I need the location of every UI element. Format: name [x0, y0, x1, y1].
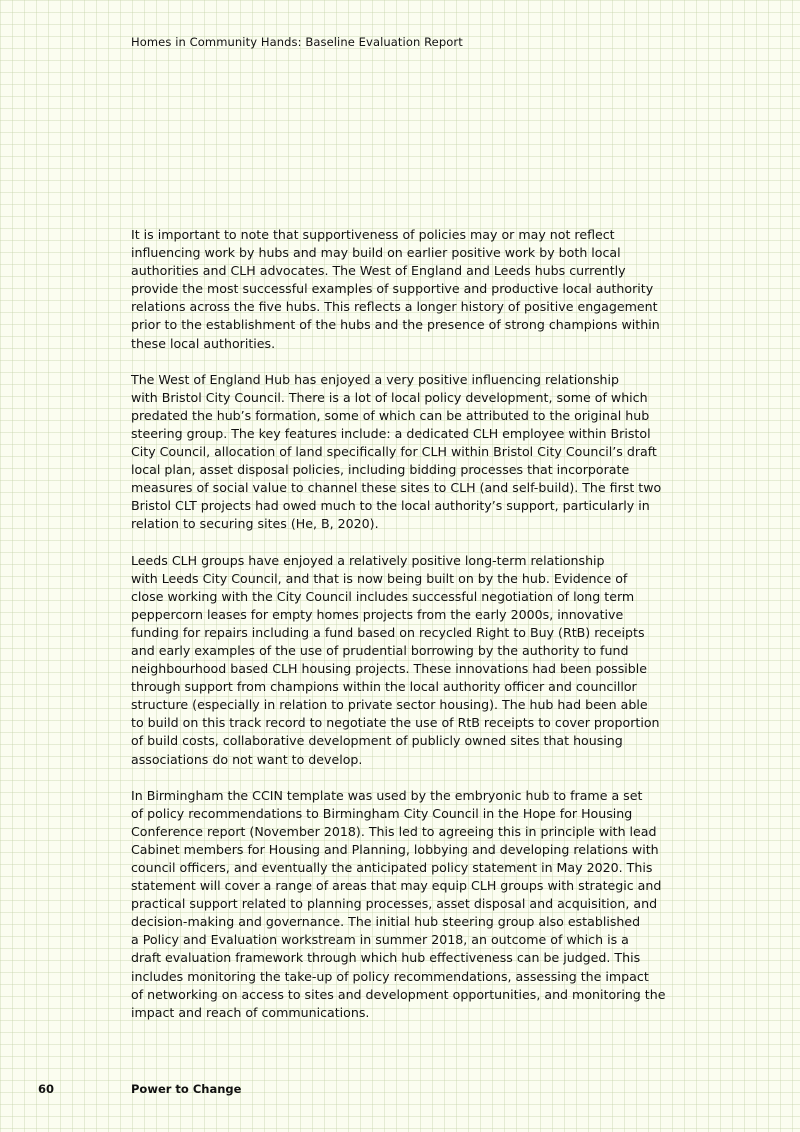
- paragraph-2: The West of England Hub has enjoyed a very positive influencing relationship with Bristol City Council. There is a lot of local policy development, some of which predated the hub’s formation, some of which can be attributed to the original hub steering group. The key features include: a dedicated CLH employee within Bristol City Council, allocation of land specifically for CLH within Bristol City Council’s draft local plan, asset disposal policies, including bidding processes that incorporate measures of social value to channel these sites to CLH (and self-build). The first two Bristol CLT projects had owed much to the local authority’s support, particularly in relation to securing sites (He, B, 2020).: [131, 371, 662, 532]
- paragraph-3: Leeds CLH groups have enjoyed a relatively positive long-term relationship with Leeds City Council, and that is now being built on by the hub. Evidence of close working with the City Council includes successful negotiation of long term peppercorn leases for empty homes projects from the early 2000s, innovative funding for repairs including a fund based on recycled Right to Buy (RtB) receipts and early examples of the use of prudential borrowing by the authority to fund neighbourhood based CLH housing projects. These innovations had been possible through support from champions within the local authority officer and councillor structure (especially in relation to private sector housing). The hub had been able to build on this track record to negotiate the use of RtB receipts to cover proportion of build costs, collaborative development of publicly owned sites that housing associations do not want to develop.: [131, 552, 660, 767]
- paragraph-1: It is important to note that supportiveness of policies may or may not reflect influencing work by hubs and may build on earlier positive work by both local authorities and CLH advocates. The West of England and Leeds hubs currently provide the most successful examples of supportive and productive local authority relations across the five hubs. This reflects a longer history of positive engagement prior to the establishment of the hubs and the presence of strong champions within these local authorities.: [131, 227, 660, 351]
- body-text: [131, 226, 676, 1040]
- page-number: 60: [38, 1082, 55, 1096]
- publisher-name: Power to Change: [131, 1082, 242, 1096]
- running-header: Homes in Community Hands: Baseline Evaluation Report: [131, 35, 463, 49]
- paragraph-4: In Birmingham the CCIN template was used by the embryonic hub to frame a set of policy recommendations to Birmingham City Council in the Hope for Housing Conference report (November 2018). This led to agreeing this in principle with lead Cabinet members for Housing and Planning, lobbying and developing relations with council officers, and eventually the anticipated policy statement in May 2020. This statement will cover a range of areas that may equip CLH groups with strategic and practical support related to planning processes, asset disposal and acquisition, and decision-making and governance. The initial hub steering group also established a Policy and Evaluation workstream in summer 2018, an outcome of which is a draft evaluation framework through which hub effectiveness can be judged. This includes monitoring the take-up of policy recommendations, assessing the impact of networking on access to sites and development opportunities, and monitoring the impact and reach of communications.: [131, 787, 666, 1020]
